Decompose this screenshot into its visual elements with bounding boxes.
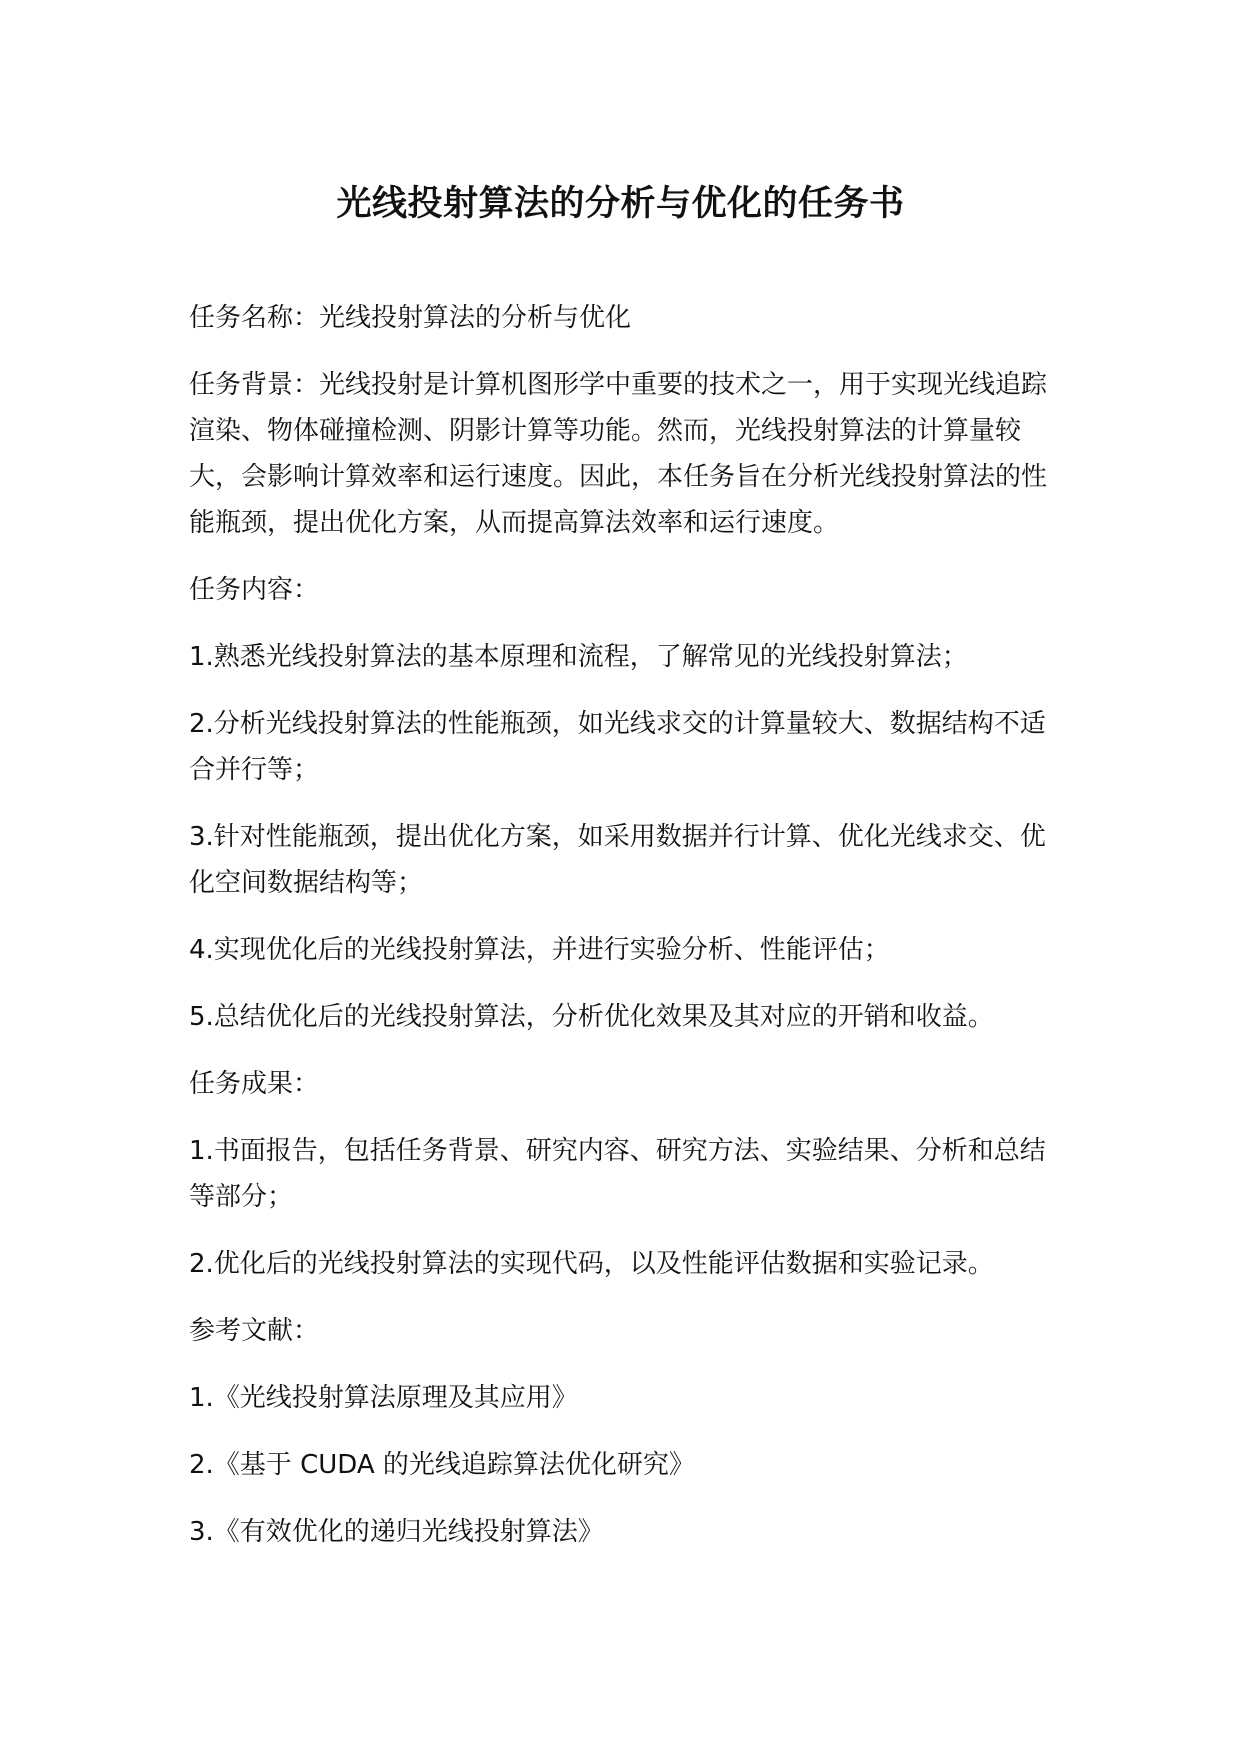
reference-item: 2.《基于 CUDA 的光线追踪算法优化研究》 — [189, 1450, 695, 1480]
task-background-paragraph: 任务背景：光线投射是计算机图形学中重要的技术之一，用于实现光线追踪渲染、物体碰撞检测、阴影计算等功能。然而，光线投射算法的计算量较大，会影响计算效率和运行速度。因此，本任务旨在分析光线投射算法的性能瓶颈，提出优化方案，从而提高算法效率和运行速度。 — [189, 370, 1048, 538]
reference-item: 3.《有效优化的递归光线投射算法》 — [189, 1517, 604, 1547]
reference-item: 1.《光线投射算法原理及其应用》 — [189, 1383, 578, 1413]
document-title: 光线投射算法的分析与优化的任务书 — [336, 184, 905, 224]
task-name-paragraph: 任务名称：光线投射算法的分析与优化 — [189, 303, 632, 333]
task-content-heading: 任务内容： — [189, 575, 320, 605]
task-content-item: 2.分析光线投射算法的性能瓶颈，如光线求交的计算量较大、数据结构不适合并行等； — [189, 709, 1046, 785]
task-content-item: 4.实现优化后的光线投射算法，并进行实验分析、性能评估； — [189, 935, 890, 965]
task-results-item: 2.优化后的光线投射算法的实现代码，以及性能评估数据和实验记录。 — [189, 1249, 994, 1279]
task-content-item: 3.针对性能瓶颈，提出优化方案，如采用数据并行计算、优化光线求交、优化空间数据结构等； — [189, 822, 1046, 898]
task-results-heading: 任务成果： — [189, 1069, 320, 1099]
task-content-item: 5.总结优化后的光线投射算法，分析优化效果及其对应的开销和收益。 — [189, 1002, 994, 1032]
task-results-item: 1.书面报告，包括任务背景、研究内容、研究方法、实验结果、分析和总结等部分； — [189, 1136, 1046, 1212]
references-heading: 参考文献： — [189, 1316, 320, 1346]
document-body — [189, 295, 1059, 1576]
task-content-item: 1.熟悉光线投射算法的基本原理和流程，了解常见的光线投射算法； — [189, 642, 968, 672]
